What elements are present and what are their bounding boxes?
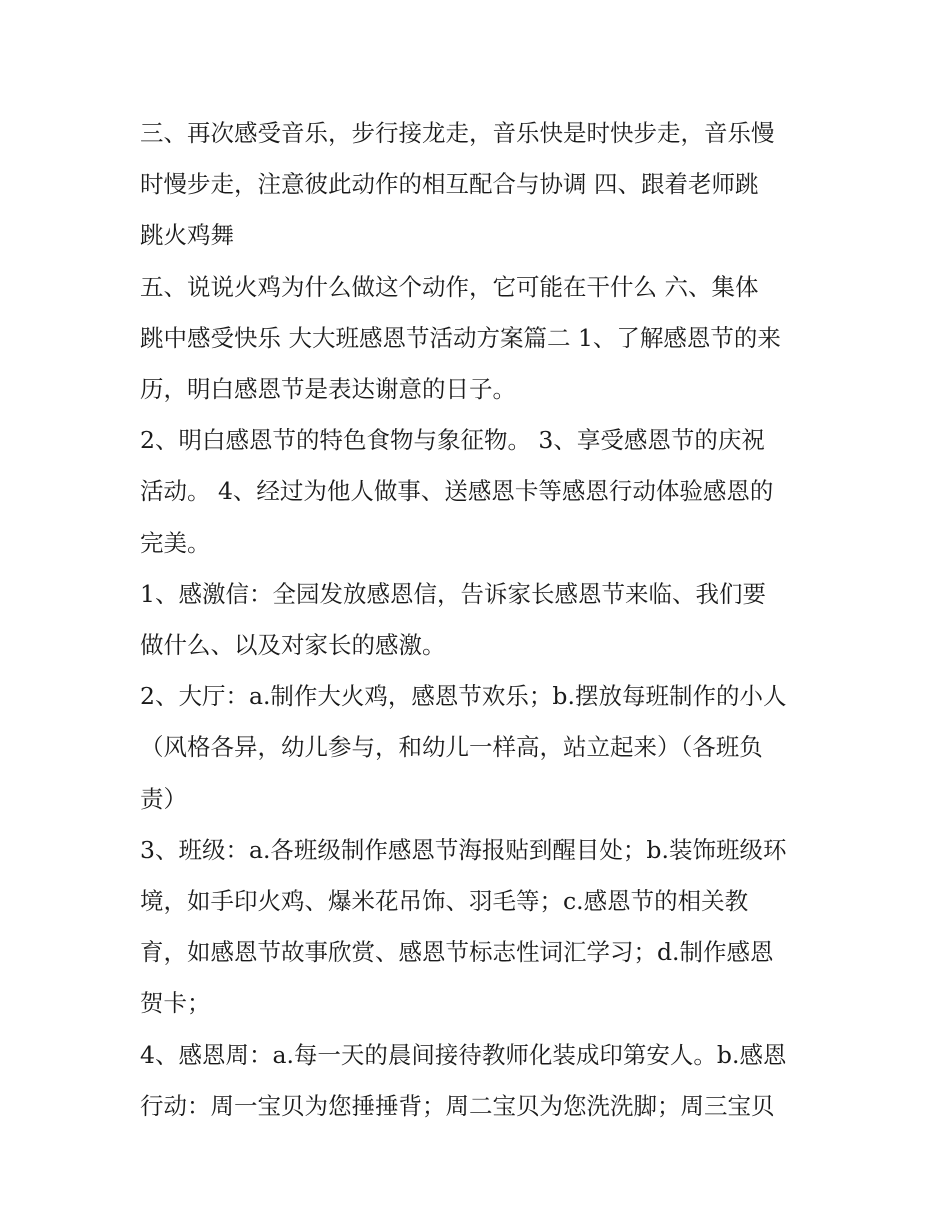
text-line: 五、说说火鸡为什么做这个动作，它可能在干什么 六、集体 — [140, 272, 759, 301]
paragraph-goals — [140, 415, 820, 569]
paragraph-turkey-actions — [140, 262, 820, 416]
text-line: 境，如手印火鸡、爆米花吊饰、羽毛等；c.感恩节的相关教 — [140, 887, 749, 916]
text-line: 育，如感恩节故事欣赏、感恩节标志性词汇学习；d.制作感恩 — [140, 938, 774, 967]
text-line: 跳火鸡舞 — [140, 221, 234, 250]
text-line: 2、大厅：a.制作大火鸡，感恩节欢乐；b.摆放每班制作的小人 — [140, 682, 787, 711]
text-line: 4、感恩周：a.每一天的晨间接待教师化装成印第安人。b.感恩 — [140, 1040, 787, 1069]
text-line: 2、明白感恩节的特色食物与象征物。 3、享受感恩节的庆祝 — [140, 426, 765, 455]
text-line: 历，明白感恩节是表达谢意的日子。 — [140, 375, 516, 404]
paragraph-thank-you-letter — [140, 569, 820, 671]
text-line: 完美。 — [140, 528, 211, 557]
text-line: 责） — [140, 784, 187, 813]
text-line: 行动：周一宝贝为您捶捶背；周二宝贝为您洗洗脚；周三宝贝 — [140, 1091, 775, 1120]
text-line: 跳中感受快乐 大大班感恩节活动方案篇二 1、了解感恩节的来 — [140, 323, 781, 352]
text-line: 做什么、以及对家长的感激。 — [140, 631, 446, 660]
paragraph-music-steps — [140, 108, 820, 262]
text-line: 活动。 4、经过为他人做事、送感恩卡等感恩行动体验感恩的 — [140, 477, 774, 506]
text-line: （风格各异，幼儿参与，和幼儿一样高，站立起来）（各班负 — [140, 733, 763, 762]
text-line: 时慢步走，注意彼此动作的相互配合与协调 四、跟着老师跳 — [140, 170, 759, 199]
document-body — [140, 108, 820, 1132]
text-line: 三、再次感受音乐，步行接龙走，音乐快是时快步走，音乐慢 — [140, 119, 775, 147]
paragraph-thanksgiving-week — [140, 1030, 820, 1132]
paragraph-classroom — [140, 825, 820, 1030]
text-line: 3、班级：a.各班级制作感恩节海报贴到醒目处；b.装饰班级环 — [140, 835, 787, 864]
text-line: 1、感激信：全园发放感恩信，告诉家长感恩节来临、我们要 — [140, 579, 766, 608]
text-line: 贺卡； — [140, 989, 211, 1018]
paragraph-hall — [140, 671, 820, 825]
